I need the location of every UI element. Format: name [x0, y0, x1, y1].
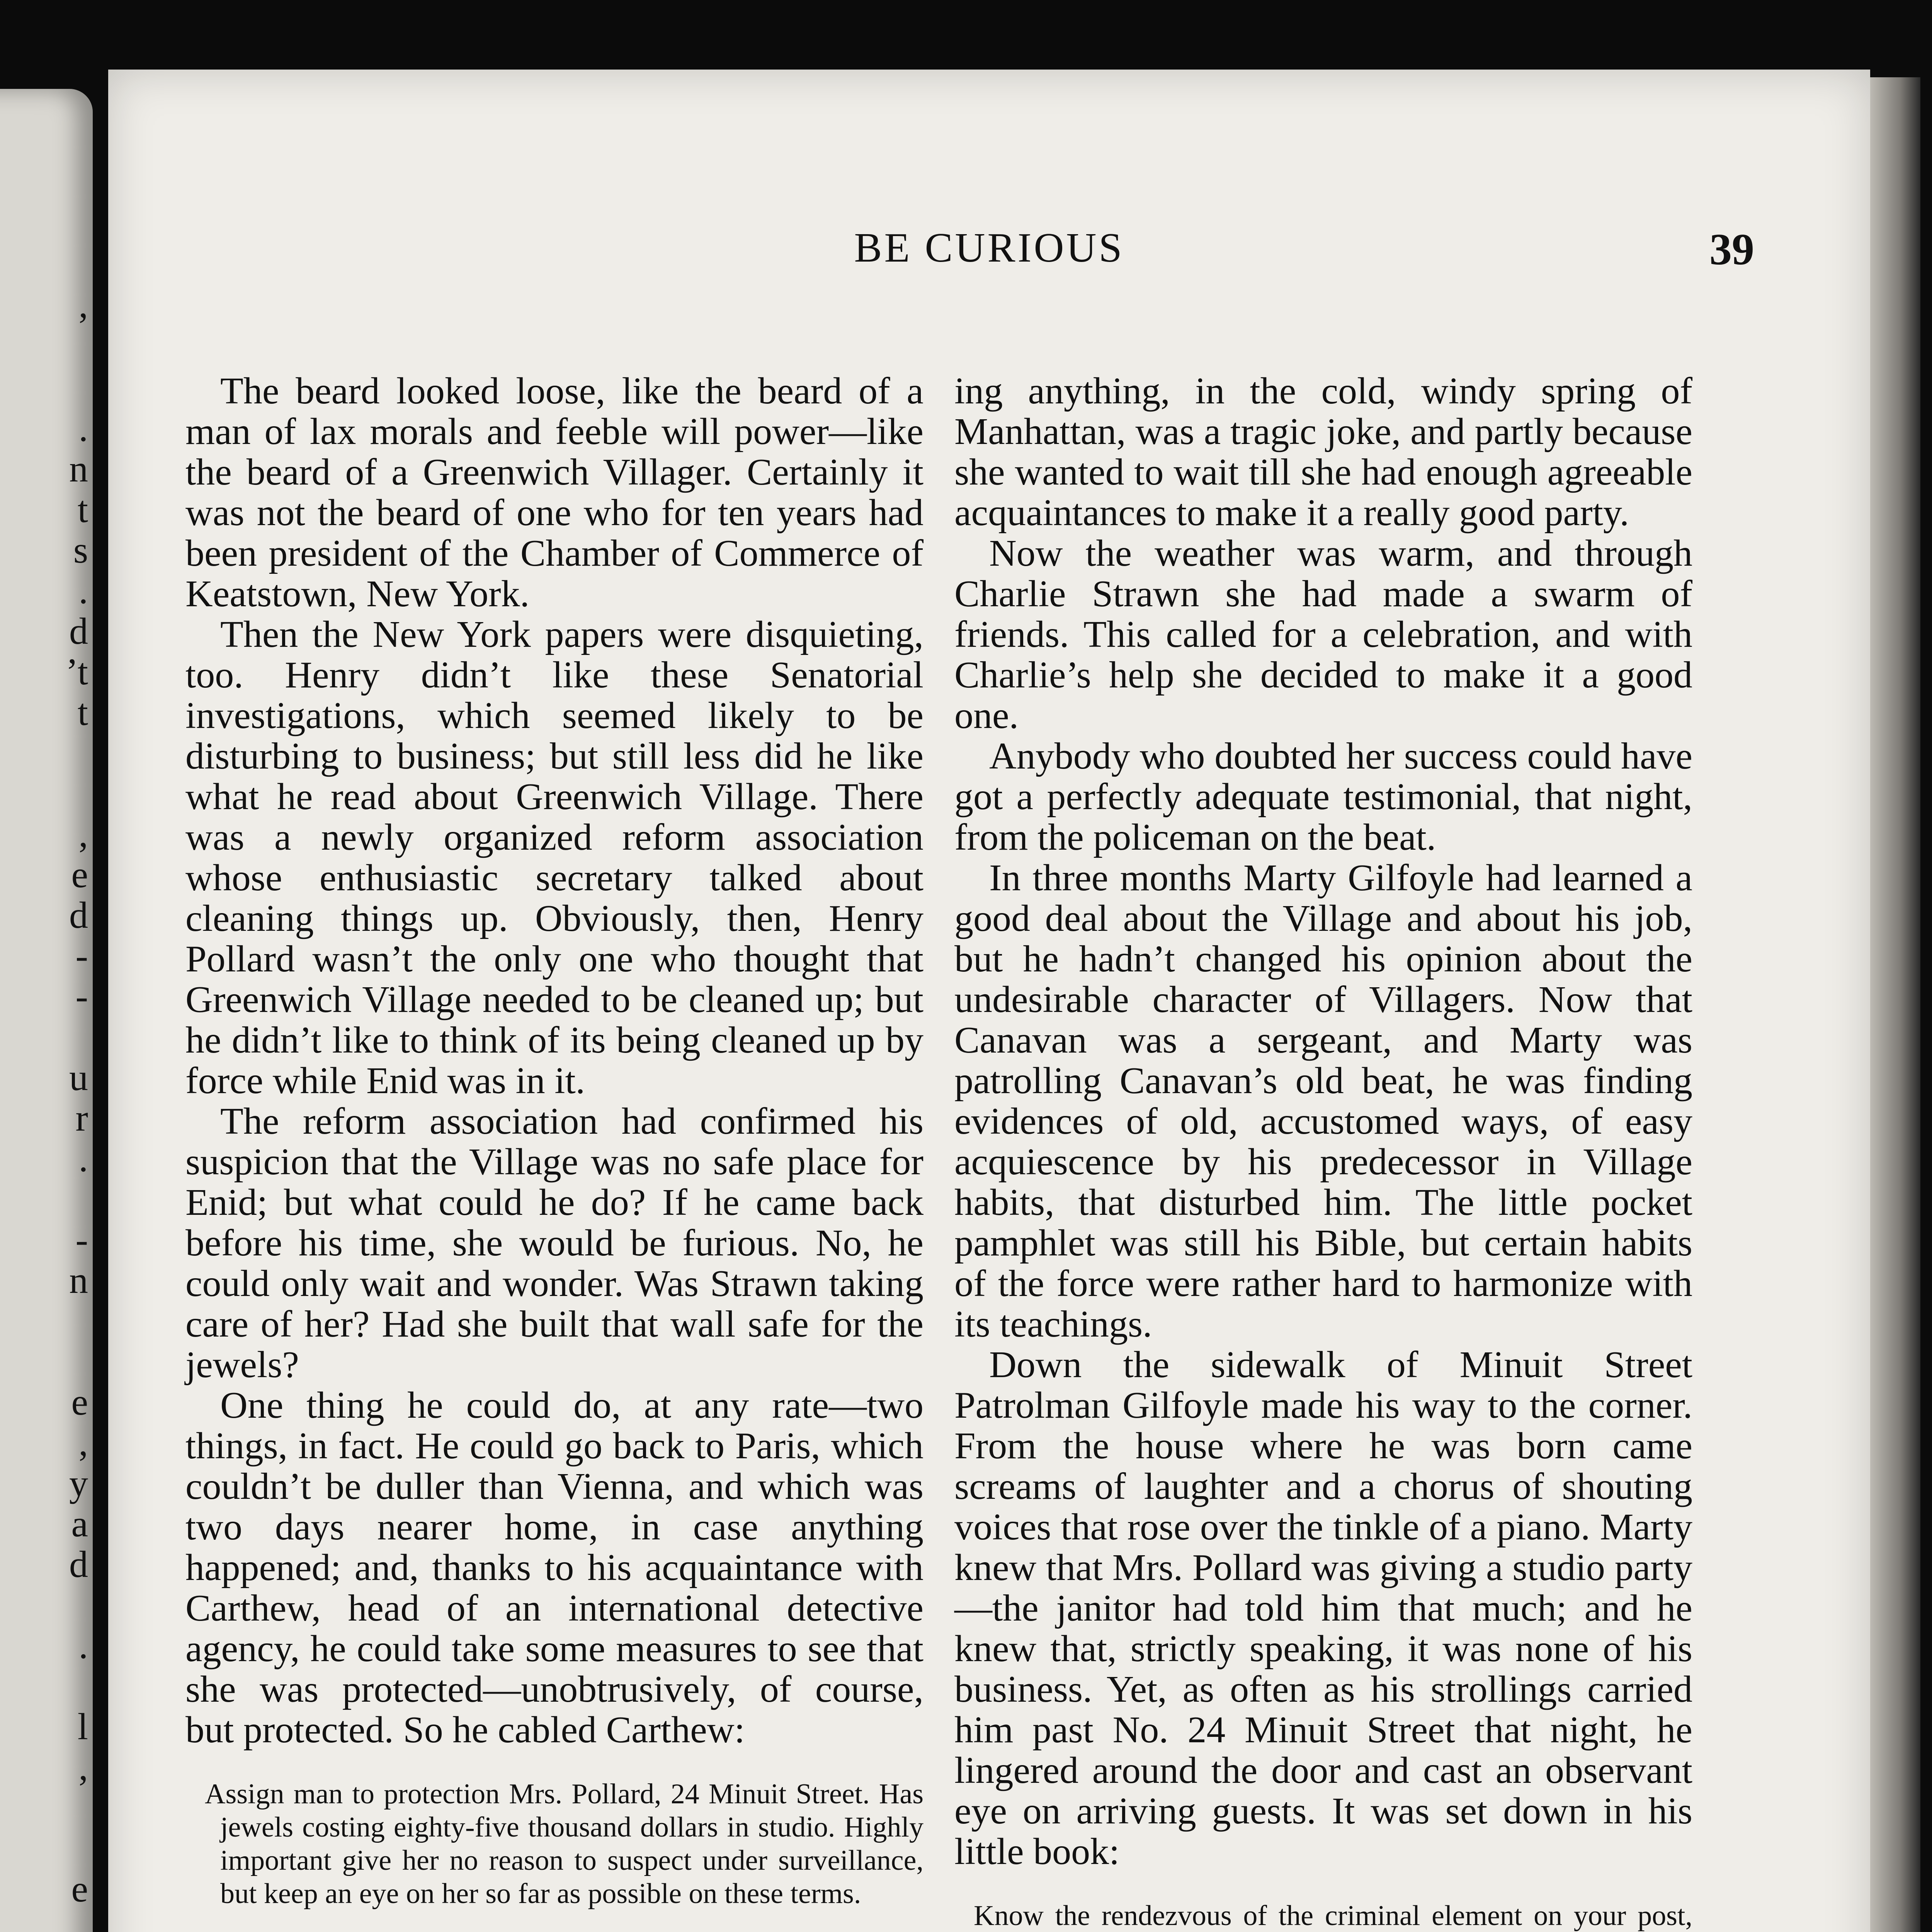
prev-page-fragment: . [78, 408, 88, 449]
prev-page-fragment: - [75, 1219, 88, 1261]
paragraph: In three months Marty Gilfoyle had learned a good deal about the Village and about his job, but he hadn’t changed his opinion about the undesirable character of Villagers. Now that Canavan was a sergeant, and Marty was patrolling Canavan’s old beat, he was finding evidences of old, accustomed ways, of easy acquiescence by his predecessor in Village habits, that disturbed him. The little pocket pamphlet was still his Bible, but certain habits of the force were rather hard to harmonize with its teachings. [954, 857, 1692, 1345]
running-head: BE CURIOUS [854, 225, 1124, 271]
prev-page-fragment: e [71, 854, 88, 896]
prev-page-fragment: . [78, 570, 88, 612]
prev-page-fragment: d [69, 895, 88, 936]
prev-page-fragment: u [69, 1057, 88, 1099]
paragraph: ing anything, in the cold, windy spring of Manhattan, was a tragic joke, and partly because she wanted to wait till she had enough agreeable acquaintances to make it a really good party. [954, 370, 1692, 534]
prev-page-fragment: , [78, 1747, 88, 1788]
prev-page-fragment: ’t [65, 651, 88, 693]
prev-page-fragment: l [77, 1706, 88, 1748]
prev-page-fragment: , [78, 813, 88, 855]
left-column [185, 371, 923, 1932]
page-stack-edge [1870, 77, 1920, 1932]
prev-page-fragment: n [69, 1260, 88, 1301]
prev-page-fragment: - [75, 935, 88, 977]
prev-page-fragment: n [69, 448, 88, 490]
prev-page-fragment: d [69, 1544, 88, 1585]
right-column [954, 371, 1692, 1932]
prev-page-fragment: t [77, 692, 88, 733]
prev-page-fragment: s [73, 529, 88, 571]
page-header [108, 224, 1870, 286]
paragraph: The reform association had confirmed his suspicion that the Village was no safe place for Enid; but what could he do? If he came back before his time, she would be furious. No, he could only wait and wonder. Was Strawn taking care of her? Had she built that wall safe for the jewels? [185, 1100, 923, 1386]
book-page [108, 70, 1870, 1932]
prev-page-fragment: , [78, 284, 88, 326]
prev-page-fragment: y [69, 1463, 88, 1504]
prev-page-fragment: , [78, 1422, 88, 1464]
prev-page-fragment: a [71, 1503, 88, 1545]
prev-page-fragment: t [77, 489, 88, 531]
prev-page-fragment: . [78, 1625, 88, 1667]
prev-page-fragment: . [78, 1138, 88, 1180]
prev-page-fragment: r [75, 1097, 88, 1139]
rulebook-quote: Know the rendezvous of the criminal element on your post, [974, 1900, 1692, 1932]
cable-text: Assign man to protection Mrs. Pollard, 24 Minuit Street. Has jewels costing eighty-five thousand dollars in studio. Highly important give her no reason to suspect under surveillance, but keep an eye on her so far as possible on these terms. [205, 1778, 923, 1910]
paragraph: Down the sidewalk of Minuit Street Patrolman Gilfoyle made his way to the corner. From the house where he was born came screams of laughter and a chorus of shouting voices that rose over the tinkle of a piano. Marty knew that Mrs. Pollard was giving a studio party—the janitor had told him that much; and he knew that, strictly speaking, it was none of his business. Yet, as often as his strollings carried him past No. 24 Minuit Street that night, he lingered around the door and cast an observant eye on arriving guests. It was set down in his little book: [954, 1344, 1692, 1872]
paragraph: The beard looked loose, like the beard of a man of lax morals and feeble will power—like the beard of a Greenwich Villager. Certainly it was not the beard of one who for ten years had been president of the Chamber of Commerce of Keatstown, New York. [185, 370, 923, 615]
previous-page-edge [0, 89, 93, 1932]
prev-page-fragment: e [71, 1868, 88, 1910]
paragraph: One thing he could do, at any rate—two things, in fact. He could go back to Paris, which couldn’t be duller than Vienna, and which was two days nearer home, in case anything happened; and, thanks to his acquaintance with Carthew, head of an international detective agency, he could take some measures to see that she was protected—unobtrusively, of course, but protected. So he cabled Carthew: [185, 1384, 923, 1751]
prev-page-fragment: - [75, 976, 88, 1017]
prev-page-fragment: d [69, 611, 88, 652]
paragraph: Anybody who doubted her success could have got a perfectly adequate testimonial, that night, from the policeman on the beat. [954, 735, 1692, 858]
paragraph: Now the weather was warm, and through Charlie Strawn she had made a swarm of friends. This called for a celebration, and with Charlie’s help she decided to make it a good one. [954, 532, 1692, 736]
page-number: 39 [1709, 225, 1754, 274]
paragraph: Then the New York papers were disquieting, too. Henry didn’t like these Senatorial investigations, which seemed likely to be disturbing to business; but still less did he like what he read about Greenwich Village. There was a newly organized reform association whose enthusiastic secretary talked about cleaning things up. Obviously, then, Henry Pollard wasn’t the only one who thought that Greenwich Village needed to be cleaned up; but he didn’t like to think of its being cleaned up by force while Enid was in it. [185, 614, 923, 1102]
prev-page-fragment: e [71, 1381, 88, 1423]
